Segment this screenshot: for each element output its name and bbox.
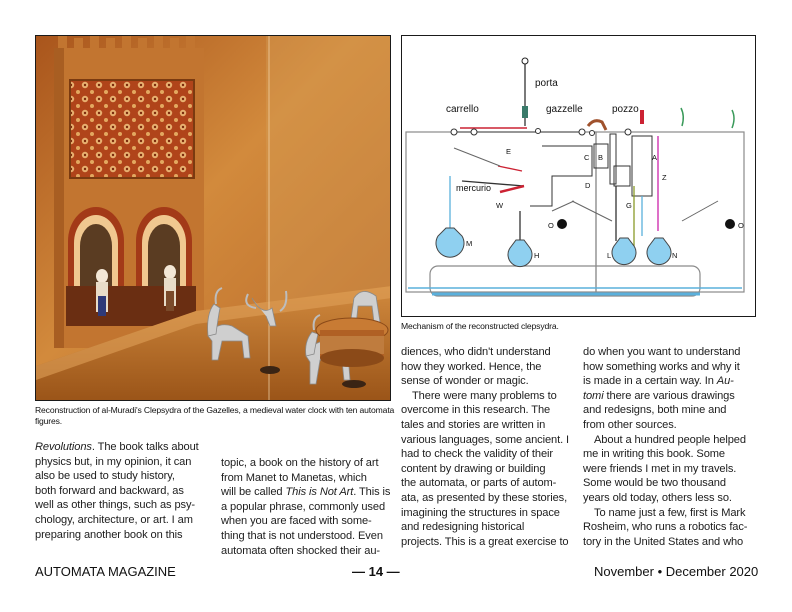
col1-line-7: preparing another book on this (35, 528, 183, 541)
clepsydra-photo (35, 35, 391, 401)
col4-line-14: tory in the United States and who (583, 535, 744, 548)
col4-italic-au: Au- (716, 375, 734, 388)
label-mercurio: mercurio (456, 183, 492, 193)
col1-line-3: also be used to study history, (35, 470, 175, 483)
col4-line-4-post: there are various drawings (603, 389, 735, 402)
label-C: C (584, 153, 590, 162)
col3-line-13: and redesigning historical (401, 521, 525, 534)
mechanism-schematic (402, 36, 756, 317)
col4-line-8: me in writing this book. Some (583, 448, 725, 461)
col4-line-2: how something works and why it (583, 360, 740, 373)
col1-line-1 (35, 440, 210, 455)
col1-line-1-rest: . The book talks about (91, 441, 199, 453)
col3-line-12: imagining the structures in space (401, 506, 560, 519)
col4-line-1: do when you want to understand (583, 346, 741, 358)
col4-line-4 (583, 389, 763, 404)
col1-line-2: physics but, in my opinion, it can (35, 455, 192, 468)
label-L: L (607, 251, 612, 260)
photo-caption: Reconstruction of al-Muradi's Clepsydra of the Gazelles, a medieval water clock with ten automata figures. (35, 405, 395, 427)
col1-line-6: chology, architecture, or art. I am (35, 513, 193, 526)
label-pozzo: pozzo (612, 104, 639, 115)
col4-line-7: About a hundred people helped (594, 433, 746, 446)
label-N: N (672, 251, 678, 260)
label-D: D (585, 181, 591, 190)
col2-line-1: topic, a book on the history of art (221, 457, 379, 469)
label-porta: porta (535, 78, 558, 89)
footer-magazine-name: AUTOMATA MAGAZINE (35, 564, 176, 579)
article-column-3 (401, 345, 577, 549)
label-G: G (626, 201, 632, 210)
col1-line-5: well as other things, such as psy- (35, 499, 196, 512)
col2-line-5: when you are faced with some- (221, 515, 372, 528)
label-O-right: O (738, 221, 744, 230)
col4-line-6: from other sources. (583, 418, 677, 431)
article-column-1 (35, 440, 210, 542)
col4-line-13: Rosheim, who runs a robotics fac- (583, 521, 748, 534)
col3-line-8: had to check the validity of their (401, 448, 553, 461)
label-A: A (652, 153, 658, 162)
diagram-caption: Mechanism of the reconstructed clepsydra. (401, 321, 559, 331)
label-carrello: carrello (446, 104, 479, 115)
col3-line-11: ata, as presented by these stories, (401, 491, 568, 504)
clepsydra-photo-image (36, 36, 391, 401)
col4-italic-tomi: tomi (583, 389, 604, 402)
col4-line-11: years old today, others less so. (583, 491, 732, 504)
label-E: E (506, 147, 512, 156)
col3-line-14: projects. This is a great exercise to (401, 535, 569, 548)
col2-line-3-post: . This is (353, 486, 391, 499)
label-M: M (466, 239, 473, 248)
col3-line-6: tales and stories are written in (401, 418, 546, 431)
label-O-left: O (548, 221, 554, 230)
mechanism-diagram (401, 35, 756, 317)
col2-line-7: automata often shocked their au- (221, 544, 380, 557)
label-W: W (496, 201, 504, 210)
col3-line-1: diences, who didn't understand (401, 346, 551, 358)
col2-line-3 (221, 485, 396, 500)
label-H: H (534, 251, 540, 260)
col4-line-10: Some would be two thousand (583, 477, 726, 490)
col3-line-9: content by drawing or building (401, 462, 546, 475)
col1-line-4: both forward and backward, as (35, 484, 184, 497)
col2-line-2: from Manet to Manetas, which (221, 471, 367, 484)
col2-line-4: a popular phrase, commonly used (221, 500, 386, 513)
col4-line-3 (583, 374, 763, 389)
col4-line-5: and redesigns, both mine and (583, 404, 727, 417)
col4-line-9: were friends I met in my travels. (583, 462, 737, 475)
col3-line-5: overcome in this research. The (401, 404, 551, 417)
col3-line-10: the automata, or parts of autom- (401, 477, 557, 490)
col3-line-3: sense of wonder or magic. (401, 375, 529, 388)
col3-line-2: how they worked. Hence, the (401, 360, 542, 373)
article-column-2 (221, 456, 396, 558)
col2-line-3-pre: will be called (221, 486, 286, 499)
col4-line-12: To name just a few, first is Mark (594, 506, 746, 519)
footer-issue-date: November • December 2020 (594, 564, 759, 579)
col3-line-4: There were many problems to (412, 389, 557, 402)
col4-line-3-pre: is made in a certain way. In (583, 375, 717, 388)
label-Z: Z (662, 173, 667, 182)
col1-italic-word: Revolutions (35, 441, 92, 453)
col2-line-6: thing that is not understood. Even (221, 529, 383, 542)
label-gazzelle: gazzelle (546, 104, 583, 115)
book-title-italic: This is Not Art (285, 486, 354, 499)
footer-page-number: — 14 — (352, 564, 400, 579)
article-column-4 (583, 345, 763, 549)
col3-line-7: various languages, some ancient. I (401, 433, 570, 446)
label-B: B (598, 153, 604, 162)
